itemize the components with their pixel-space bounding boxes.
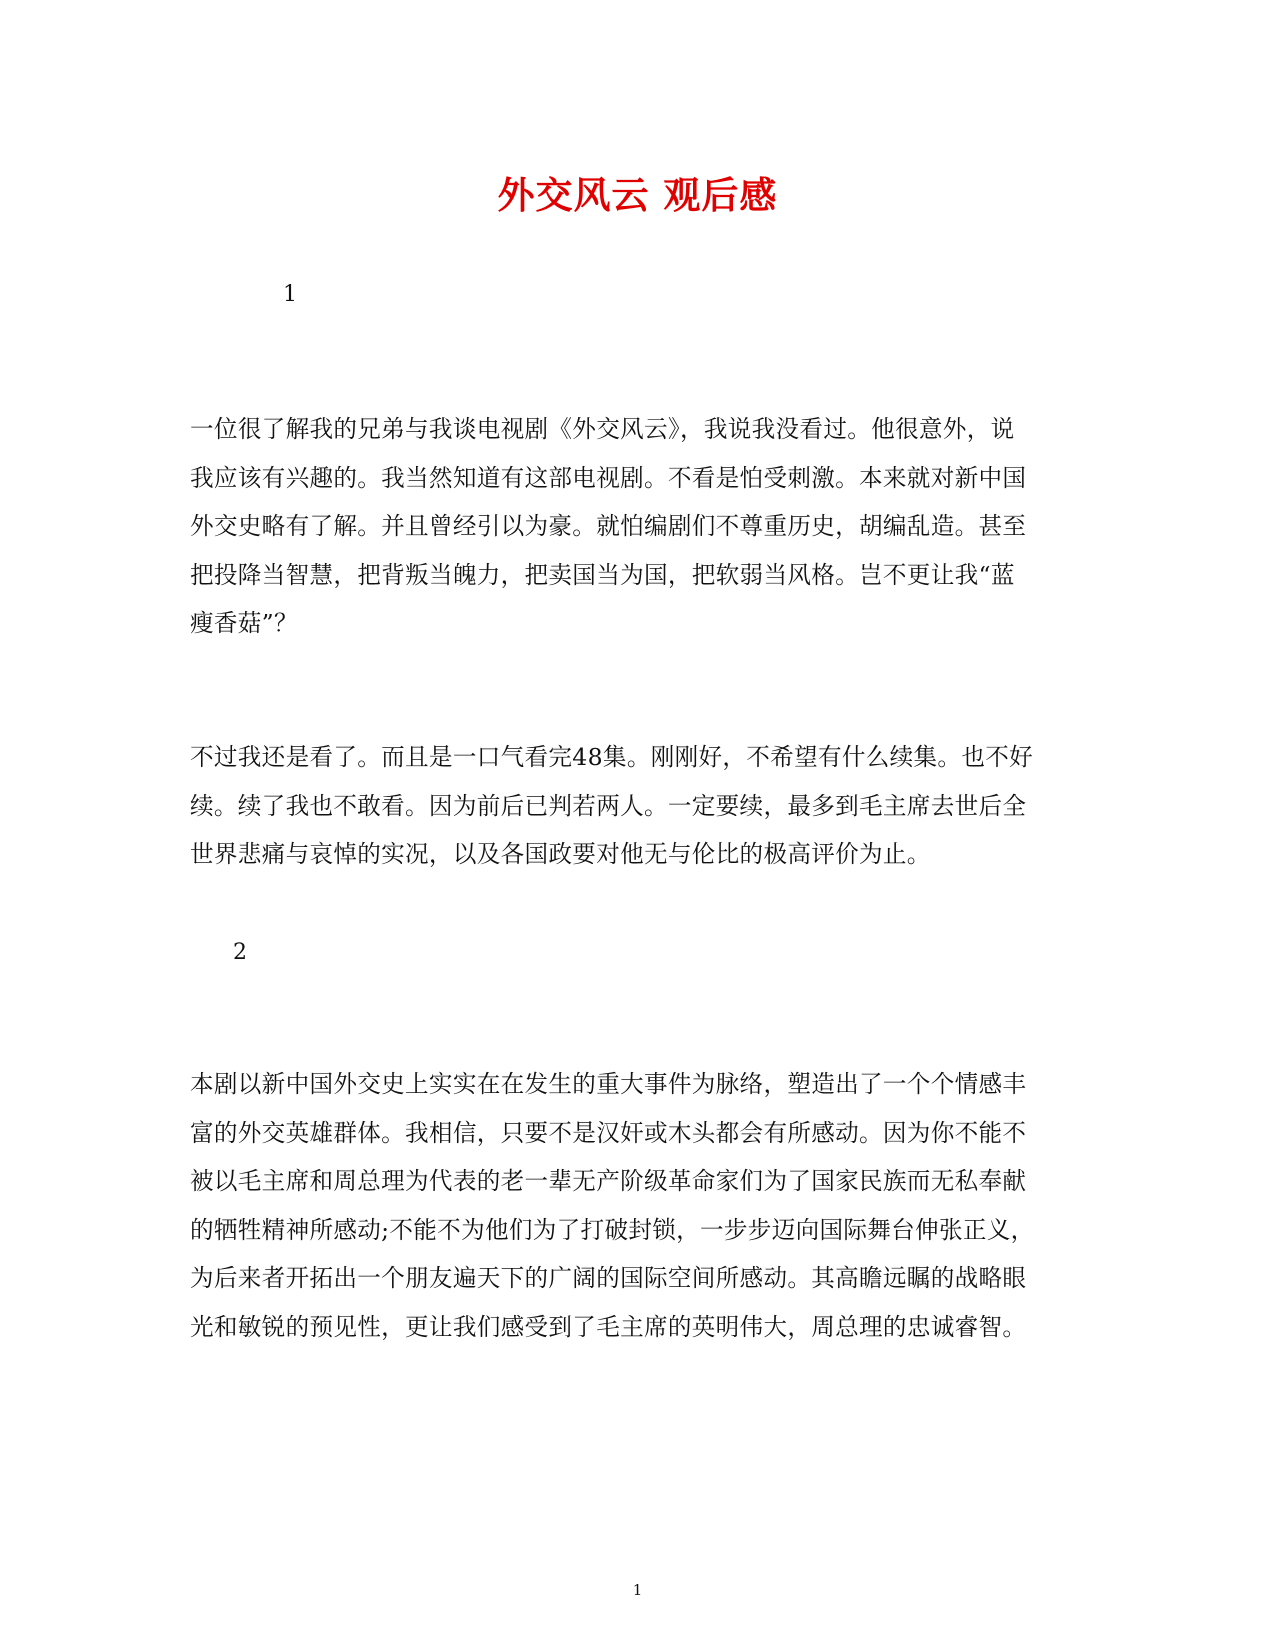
text-line: 本剧以新中国外交史上实实在在发生的重大事件为脉络，塑造出了一个个情感丰	[190, 1070, 1027, 1098]
text-line: 我应该有兴趣的。我当然知道有这部电视剧。不看是怕受刺激。本来就对新中国	[190, 463, 1027, 492]
text-line: 光和敏锐的预见性，更让我们感受到了毛主席的英明伟大，周总理的忠诚睿智。	[190, 1312, 1027, 1341]
section-number: 2	[233, 940, 247, 965]
paragraph	[190, 405, 1070, 648]
paragraph	[190, 733, 1070, 879]
text-line: 瘦香菇”？	[190, 609, 298, 637]
text-line: 富的外交英雄群体。我相信，只要不是汉奸或木头都会有所感动。因为你不能不	[190, 1118, 1027, 1147]
text-line: 世界悲痛与哀悼的实况，以及各国政要对他无与伦比的极高评价为止。	[190, 840, 931, 868]
text-line: 外交史略有了解。并且曾经引以为豪。就怕编剧们不尊重历史，胡编乱造。甚至	[190, 512, 1027, 540]
text-line: 不过我还是看了。而且是一口气看完48集。刚刚好，不希望有什么续集。也不好	[190, 743, 1034, 771]
document-title: 外交风云 观后感	[497, 173, 778, 217]
text-line: 为后来者开拓出一个朋友遍天下的广阔的国际空间所感动。其高瞻远瞩的战略眼	[190, 1264, 1027, 1292]
section-number: 1	[283, 282, 297, 307]
text-line: 的牺牲精神所感动;不能不为他们为了打破封锁，一步步迈向国际舞台伸张正义，	[190, 1215, 1035, 1244]
paragraph	[190, 1060, 1070, 1351]
text-line: 被以毛主席和周总理为代表的老一辈无产阶级革命家们为了国家民族而无私奉献	[190, 1167, 1027, 1195]
text-line: 续。续了我也不敢看。因为前后已判若两人。一定要续，最多到毛主席去世后全	[190, 791, 1027, 820]
page-number: 1	[632, 1581, 643, 1599]
text-line: 一位很了解我的兄弟与我谈电视剧《外交风云》，我说我没看过。他很意外，说	[190, 415, 1015, 443]
text-line: 把投降当智慧，把背叛当魄力，把卖国当为国，把软弱当风格。岂不更让我“蓝	[190, 560, 1015, 589]
